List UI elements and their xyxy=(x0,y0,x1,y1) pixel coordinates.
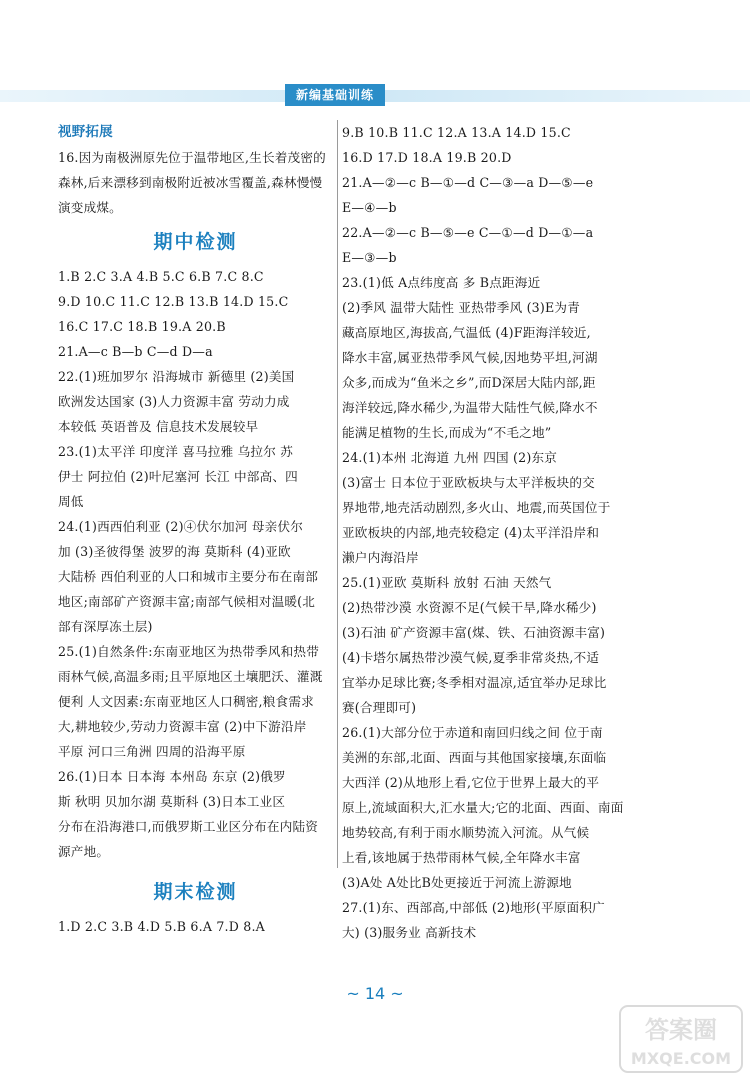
answer-line: 9.D 10.C 11.C 12.B 13.B 14.D 15.C xyxy=(58,294,289,309)
right-answers xyxy=(342,120,647,945)
header-title: 新编基础训练 xyxy=(285,84,385,106)
answer-line: 演变成煤。 xyxy=(58,200,122,215)
answer-line: 25.(1)自然条件:东南亚地区为热带季风和热带 xyxy=(58,644,320,659)
answer-line: 26.(1)大部分位于赤道和南回归线之间 位于南 xyxy=(342,725,603,740)
answer-line: 大陆桥 西伯利亚的人口和城市主要分布在南部 xyxy=(58,569,319,584)
answer-line: 1.B 2.C 3.A 4.B 5.C 6.B 7.C 8.C xyxy=(58,269,264,284)
answer-line: 藏高原地区,海拔高,气温低 (4)F距海洋较近, xyxy=(342,325,591,340)
answer-line: (2)热带沙漠 水资源不足(气候干旱,降水稀少) xyxy=(342,600,597,615)
answer-line: 能满足植物的生长,而成为“不毛之地” xyxy=(342,425,552,440)
final-answers xyxy=(58,914,333,939)
answer-line: 16.C 17.C 18.B 19.A 20.B xyxy=(58,319,226,334)
answer-line: 21.A—②—c B—①—d C—③—a D—⑤—e xyxy=(342,175,594,190)
answer-line: 降水丰富,属亚热带季风气候,因地势平坦,河湖 xyxy=(342,350,598,365)
answer-line: 海洋较远,降水稀少,为温带大陆性气候,降水不 xyxy=(342,400,598,415)
column-divider xyxy=(337,120,338,868)
answer-line: 亚欧板块的内部,地壳较稳定 (4)太平洋沿岸和 xyxy=(342,525,600,540)
answer-line: 22.(1)班加罗尔 沿海城市 新德里 (2)美国 xyxy=(58,369,295,384)
left-column xyxy=(58,120,333,939)
answer-line: 加 (3)圣彼得堡 波罗的海 莫斯科 (4)亚欧 xyxy=(58,544,291,559)
answer-line: 27.(1)东、西部高,中部低 (2)地形(平原面积广 xyxy=(342,900,605,915)
answer-line: 23.(1)太平洋 印度洋 喜马拉雅 乌拉尔 苏 xyxy=(58,444,293,459)
answer-line: 大西洋 (2)从地形上看,它位于世界上最大的平 xyxy=(342,775,600,790)
answer-line: 大,耕地较少,劳动力资源丰富 (2)中下游沿岸 xyxy=(58,719,307,734)
answer-line: 16.因为南极洲原先位于温带地区,生长着茂密的 xyxy=(58,150,326,165)
svg-text:答案圈: 答案圈 xyxy=(645,1016,717,1044)
answer-line: 斯 秋明 贝加尔湖 莫斯科 (3)日本工业区 xyxy=(58,794,286,809)
answer-line: 平原 河口三角洲 四周的沿海平原 xyxy=(58,744,246,759)
answer-line: 地区;南部矿产资源丰富;南部气候相对温暖(北 xyxy=(58,594,316,609)
midterm-title: 期中检测 xyxy=(153,231,238,253)
answer-line: 1.D 2.C 3.B 4.D 5.B 6.A 7.D 8.A xyxy=(58,919,265,934)
answer-line: 本较低 英语普及 信息技术发展较早 xyxy=(58,419,259,434)
answer-line: 23.(1)低 A点纬度高 多 B点距海近 xyxy=(342,275,541,290)
answer-line: 周低 xyxy=(58,494,84,509)
answer-line: 24.(1)西西伯利亚 (2)④伏尔加河 母亲伏尔 xyxy=(58,519,304,534)
header-banner xyxy=(0,84,750,108)
answer-line: 森林,后来漂移到南极附近被冰雪覆盖,森林慢慢 xyxy=(58,175,323,190)
intro-block xyxy=(58,145,333,220)
answer-line: (2)季风 温带大陆性 亚热带季风 (3)E为青 xyxy=(342,300,580,315)
answer-line: 21.A—c B—b C—d D—a xyxy=(58,344,213,359)
answer-line: 界地带,地壳活动剧烈,多火山、地震,而英国位于 xyxy=(342,500,611,515)
answer-line: 16.D 17.D 18.A 19.B 20.D xyxy=(342,150,512,165)
answer-line: (3)A处 A处比B处更接近于河流上游源地 xyxy=(342,875,572,890)
answer-line: 上看,该地属于热带雨林气候,全年降水丰富 xyxy=(342,850,581,865)
answer-line: 原上,流域面积大,汇水量大;它的北面、西面、南面 xyxy=(342,800,624,815)
midterm-answers xyxy=(58,264,333,864)
answer-line: 24.(1)本州 北海道 九州 四国 (2)东京 xyxy=(342,450,558,465)
watermark-logo xyxy=(618,1004,744,1074)
answer-line: 26.(1)日本 日本海 本州岛 东京 (2)俄罗 xyxy=(58,769,286,784)
answer-line: 分布在沿海港口,而俄罗斯工业区分布在内陆资 xyxy=(58,819,319,834)
answer-line: 欧洲发达国家 (3)人力资源丰富 劳动力成 xyxy=(58,394,290,409)
right-column xyxy=(342,120,647,945)
answer-line: 宜举办足球比赛;冬季相对温凉,适宜举办足球比 xyxy=(342,675,607,690)
answer-line: 伊士 阿拉伯 (2)叶尼塞河 长江 中部高、四 xyxy=(58,469,298,484)
answer-line: E—③—b xyxy=(342,250,397,265)
answer-line: 9.B 10.B 11.C 12.A 13.A 14.D 15.C xyxy=(342,125,571,140)
page-number: ~ 14 ~ xyxy=(346,984,404,1003)
answer-line: 源产地。 xyxy=(58,844,110,859)
answer-line: E—④—b xyxy=(342,200,397,215)
answer-line: (4)卡塔尔属热带沙漠气候,夏季非常炎热,不适 xyxy=(342,650,600,665)
answer-line: (3)富士 日本位于亚欧板块与太平洋板块的交 xyxy=(342,475,595,490)
answer-line: 便利 人文因素:东南亚地区人口稠密,粮食需求 xyxy=(58,694,314,709)
answer-line: 濑户内海沿岸 xyxy=(342,550,419,565)
answer-line: 众多,而成为“鱼米之乡”,而D深居大陆内部,距 xyxy=(342,375,596,390)
answer-line: 美洲的东部,北面、西面与其他国家接壤,东面临 xyxy=(342,750,607,765)
answer-line: 22.A—②—c B—⑤—e C—①—d D—①—a xyxy=(342,225,594,240)
answer-line: 雨林气候,高温多雨;且平原地区土壤肥沃、灌溉 xyxy=(58,669,323,684)
answer-line: 地势较高,有利于雨水顺势流入河流。从气候 xyxy=(342,825,590,840)
answer-line: 赛(合理即可) xyxy=(342,700,417,715)
svg-text:MXQE.COM: MXQE.COM xyxy=(630,1049,732,1068)
final-title: 期末检测 xyxy=(153,881,238,903)
answer-line: 部有深厚冻土层) xyxy=(58,619,153,634)
sub-heading: 视野拓展 xyxy=(58,124,113,140)
answer-line: (3)石油 矿产资源丰富(煤、铁、石油资源丰富) xyxy=(342,625,606,640)
answer-line: 大) (3)服务业 高新技术 xyxy=(342,925,477,940)
answer-line: 25.(1)亚欧 莫斯科 放射 石油 天然气 xyxy=(342,575,552,590)
